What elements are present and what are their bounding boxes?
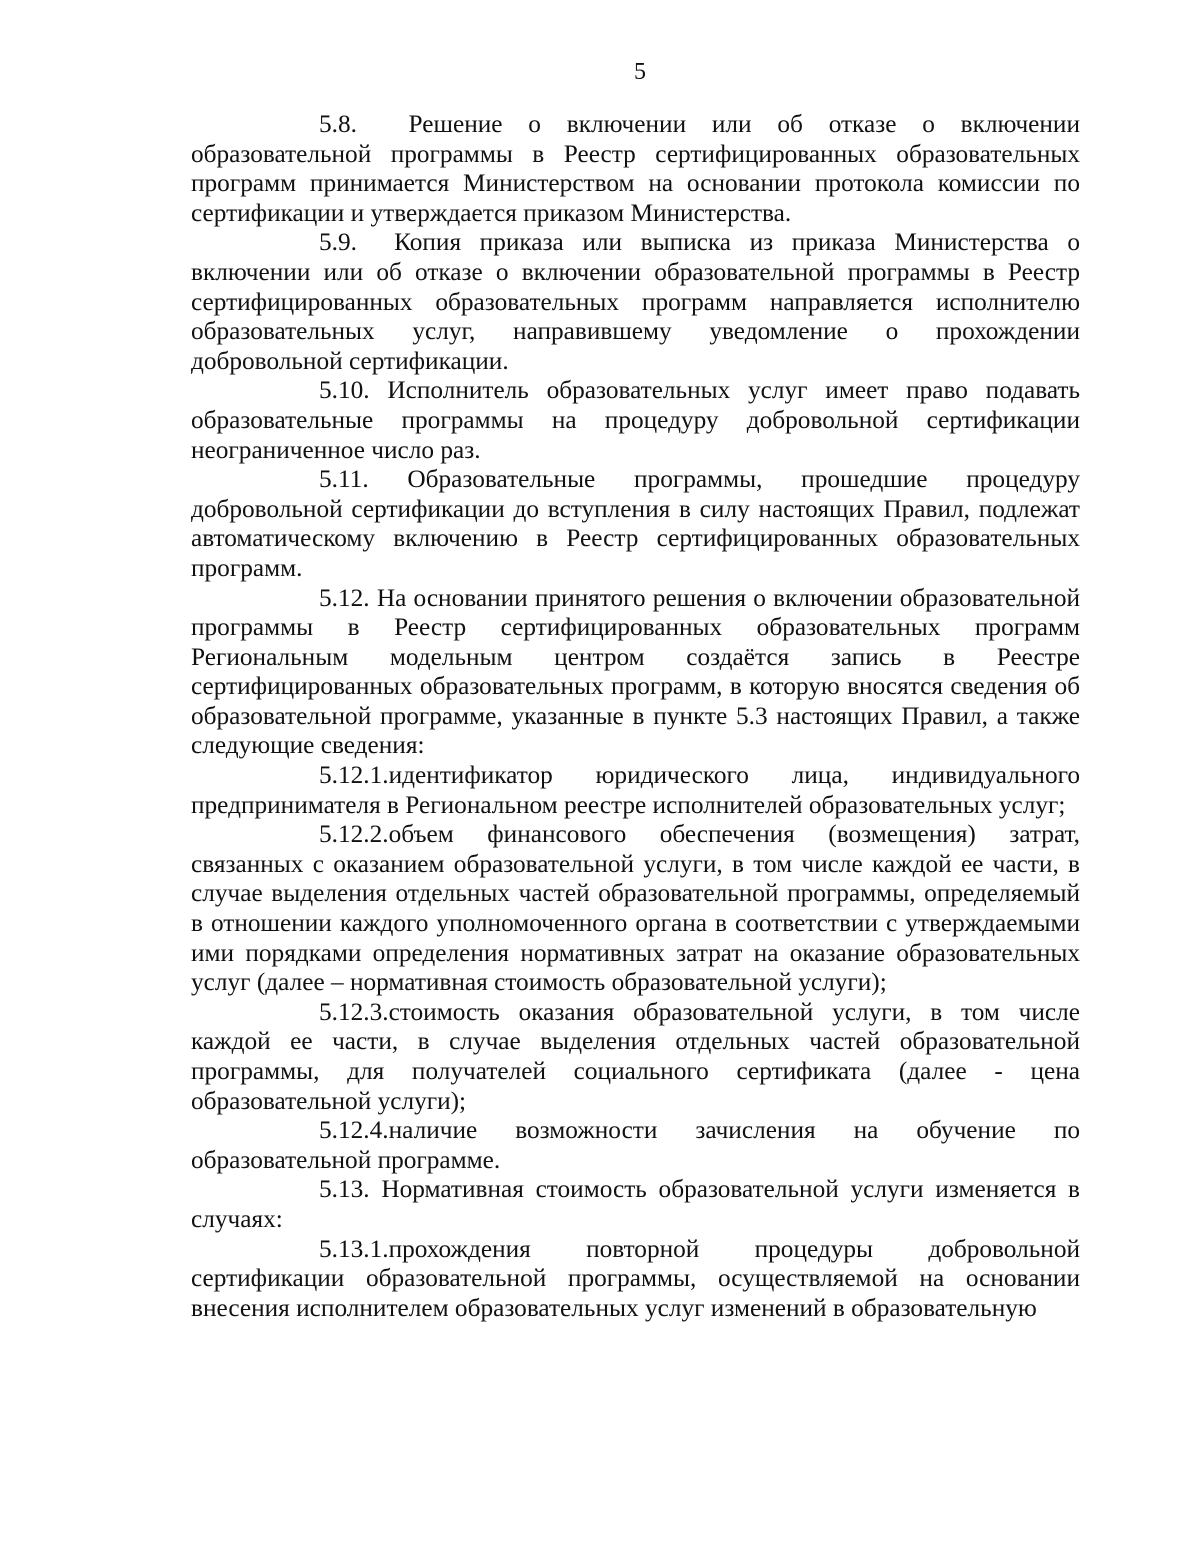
paragraph-5-12-3 <box>191 998 1080 1116</box>
paragraph-text: объем финансового обеспечения (возмещения) затрат, связанных с оказанием образовательной услуги, в том числе каждой ее части, в случае выделения отдельных частей образовательной программы, определяемый в отношении каждого уполномоченного органа в соответствии с утверждаемыми ими порядками определения нормативных затрат на оказание образовательных услуг (далее – нормативная стоимость образовательной услуги); <box>191 820 1080 997</box>
paragraph-text: Нормативная стоимость образовательной услуги изменяется в случаях: <box>191 1175 1080 1233</box>
paragraph-5-12-2 <box>191 820 1080 998</box>
paragraph-text: идентификатор юридического лица, индивидуального предпринимателя в Региональном реестре исполнителей образовательных услуг; <box>191 761 1080 819</box>
paragraph-number: 5.11. <box>319 465 369 494</box>
document-body <box>191 110 1080 1323</box>
paragraph-number: 5.9. <box>319 228 357 257</box>
paragraph-5-13-1 <box>191 1235 1080 1324</box>
paragraph-number: 5.12.1. <box>319 761 389 790</box>
paragraph-number: 5.10. <box>319 376 370 405</box>
paragraph-text: Решение о включении или об отказе о включении образовательной программы в Реестр сертифицированных образовательных программ принимается Министерством на основании протокола комиссии по сертификации и утверждается приказом Министерства. <box>191 110 1081 227</box>
paragraph-text: стоимость оказания образовательной услуги, в том числе каждой ее части, в случае выделения отдельных частей образовательной программы, для получателей социального сертификата (далее - цена образовательной услуги); <box>191 997 1080 1115</box>
paragraph-5-13 <box>191 1175 1080 1234</box>
paragraph-number: 5.13.1. <box>319 1234 389 1263</box>
paragraph-text: прохождения повторной процедуры добровольной сертификации образовательной программы, осуществляемой на основании внесения исполнителем образовательных услуг изменений в образовательную <box>191 1234 1080 1322</box>
paragraph-text: На основании принятого решения о включении образовательной программы в Реестр сертифицированных образовательных программ Региональным модельным центром создаётся запись в Реестре сертифицированных образовательных программ, в которую вносятся сведения об образовательной программе, указанные в пункте 5.3 настоящих Правил, а также следующие сведения: <box>191 583 1081 760</box>
paragraph-number: 5.12.4. <box>319 1116 389 1145</box>
paragraph-text: Копия приказа или выписка из приказа Министерства о включении или об отказе о включении образовательной программы в Реестр сертифицированных образовательных программ направляется исполнителю образовательных услуг, направившему уведомление о прохождении добровольной сертификации. <box>191 228 1080 375</box>
paragraph-text: Образовательные программы, прошедшие процедуру добровольной сертификации до вступления в силу настоящих Правил, подлежат автоматическому включению в Реестр сертифицированных образовательных программ. <box>191 465 1080 582</box>
paragraph-5-12-1 <box>191 761 1080 820</box>
paragraph-text: наличие возможности зачисления на обучение по образовательной программе. <box>191 1116 1080 1174</box>
paragraph-5-12 <box>191 584 1080 762</box>
paragraph-number: 5.12.2. <box>319 820 389 849</box>
paragraph-5-8 <box>191 110 1080 228</box>
paragraph-5-9 <box>191 228 1080 376</box>
paragraph-number: 5.12.3. <box>319 997 389 1026</box>
paragraph-5-10 <box>191 376 1080 465</box>
paragraph-text: Исполнитель образовательных услуг имеет право подавать образовательные программы на процедуру добровольной сертификации неограниченное число раз. <box>191 376 1080 464</box>
paragraph-5-11 <box>191 465 1080 583</box>
paragraph-number: 5.13. <box>319 1175 370 1204</box>
page-number: 5 <box>634 59 646 85</box>
paragraph-number: 5.12. <box>319 583 370 612</box>
paragraph-number: 5.8. <box>319 110 357 138</box>
paragraph-5-12-4 <box>191 1116 1080 1175</box>
